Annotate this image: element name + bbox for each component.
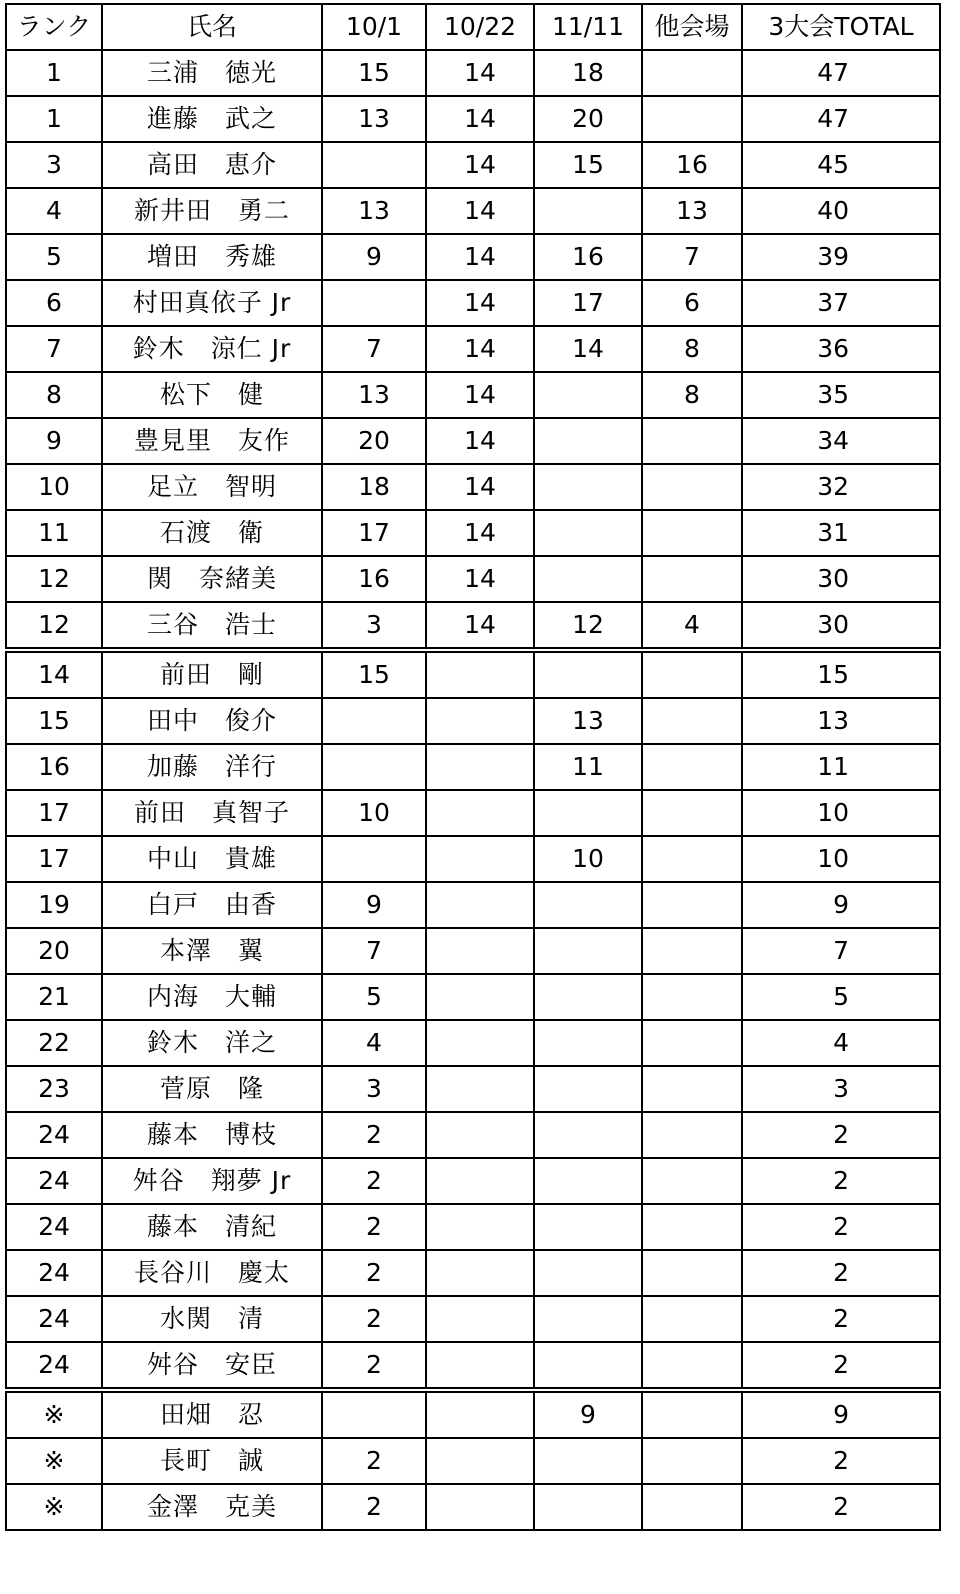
table-row — [6, 1484, 940, 1530]
table-row — [6, 698, 940, 744]
cell-name: 金澤 克美 — [102, 1484, 322, 1530]
cell-rank: 24 — [6, 1342, 102, 1390]
cell-round-2 — [426, 744, 534, 790]
header-total: 3大会TOTAL — [742, 4, 940, 50]
cell-other-venue — [642, 510, 742, 556]
cell-total: 2 — [742, 1112, 940, 1158]
cell-round-1: 13 — [322, 188, 426, 234]
cell-name: 田畑 忍 — [102, 1390, 322, 1438]
cell-round-2 — [426, 1296, 534, 1342]
cell-round-2 — [426, 1484, 534, 1530]
cell-other-venue — [642, 556, 742, 602]
cell-other-venue — [642, 928, 742, 974]
cell-rank: 15 — [6, 698, 102, 744]
cell-round-2 — [426, 1066, 534, 1112]
cell-rank: 4 — [6, 188, 102, 234]
cell-rank: 1 — [6, 50, 102, 96]
cell-name: 田中 俊介 — [102, 698, 322, 744]
cell-other-venue: 4 — [642, 602, 742, 650]
cell-round-3: 16 — [534, 234, 642, 280]
header-round-1: 10/1 — [322, 4, 426, 50]
cell-round-3: 13 — [534, 698, 642, 744]
cell-round-1: 2 — [322, 1484, 426, 1530]
cell-total: 15 — [742, 650, 940, 698]
table-row — [6, 928, 940, 974]
cell-round-3: 18 — [534, 50, 642, 96]
table-row — [6, 602, 940, 650]
cell-rank: 24 — [6, 1250, 102, 1296]
cell-name: 本澤 翼 — [102, 928, 322, 974]
cell-round-1: 7 — [322, 928, 426, 974]
cell-other-venue — [642, 418, 742, 464]
cell-total: 36 — [742, 326, 940, 372]
cell-name: 長町 誠 — [102, 1438, 322, 1484]
cell-rank: 10 — [6, 464, 102, 510]
table-row — [6, 372, 940, 418]
cell-round-1: 3 — [322, 602, 426, 650]
cell-name: 菅原 隆 — [102, 1066, 322, 1112]
cell-round-3 — [534, 650, 642, 698]
cell-round-3 — [534, 1204, 642, 1250]
cell-round-2: 14 — [426, 188, 534, 234]
header-round-3: 11/11 — [534, 4, 642, 50]
cell-name: 鈴木 洋之 — [102, 1020, 322, 1066]
cell-name: 加藤 洋行 — [102, 744, 322, 790]
cell-round-1: 17 — [322, 510, 426, 556]
cell-rank: 12 — [6, 602, 102, 650]
cell-round-1: 4 — [322, 1020, 426, 1066]
cell-round-2: 14 — [426, 326, 534, 372]
cell-total: 45 — [742, 142, 940, 188]
cell-round-1: 9 — [322, 882, 426, 928]
cell-round-2 — [426, 974, 534, 1020]
cell-rank: 9 — [6, 418, 102, 464]
cell-total: 11 — [742, 744, 940, 790]
cell-other-venue — [642, 1250, 742, 1296]
cell-rank: 3 — [6, 142, 102, 188]
cell-rank: 7 — [6, 326, 102, 372]
cell-total: 30 — [742, 556, 940, 602]
cell-other-venue — [642, 96, 742, 142]
cell-other-venue — [642, 464, 742, 510]
cell-name: 前田 剛 — [102, 650, 322, 698]
cell-other-venue — [642, 1438, 742, 1484]
cell-round-1: 15 — [322, 650, 426, 698]
cell-round-1 — [322, 698, 426, 744]
cell-other-venue — [642, 1112, 742, 1158]
cell-name: 新井田 勇二 — [102, 188, 322, 234]
cell-round-1: 2 — [322, 1438, 426, 1484]
cell-total: 35 — [742, 372, 940, 418]
cell-round-2: 14 — [426, 234, 534, 280]
cell-round-1: 2 — [322, 1342, 426, 1390]
cell-total: 30 — [742, 602, 940, 650]
cell-rank: 23 — [6, 1066, 102, 1112]
cell-rank: 1 — [6, 96, 102, 142]
cell-round-1: 2 — [322, 1158, 426, 1204]
cell-total: 10 — [742, 790, 940, 836]
table-row — [6, 50, 940, 96]
cell-other-venue — [642, 974, 742, 1020]
cell-total: 32 — [742, 464, 940, 510]
cell-round-2: 14 — [426, 142, 534, 188]
cell-round-2 — [426, 1204, 534, 1250]
cell-total: 2 — [742, 1296, 940, 1342]
cell-total: 47 — [742, 50, 940, 96]
table-row — [6, 1390, 940, 1438]
cell-rank: 11 — [6, 510, 102, 556]
table-row — [6, 1112, 940, 1158]
cell-round-3: 14 — [534, 326, 642, 372]
cell-rank: 24 — [6, 1296, 102, 1342]
header-row — [6, 4, 940, 50]
cell-rank: 12 — [6, 556, 102, 602]
cell-round-3: 11 — [534, 744, 642, 790]
cell-rank: ※ — [6, 1438, 102, 1484]
cell-other-venue — [642, 1020, 742, 1066]
cell-round-3 — [534, 372, 642, 418]
cell-round-3: 17 — [534, 280, 642, 326]
cell-other-venue: 8 — [642, 326, 742, 372]
table-row — [6, 790, 940, 836]
cell-name: 関 奈緒美 — [102, 556, 322, 602]
cell-other-venue: 6 — [642, 280, 742, 326]
cell-round-3 — [534, 790, 642, 836]
cell-round-3 — [534, 1438, 642, 1484]
table-row — [6, 882, 940, 928]
cell-total: 13 — [742, 698, 940, 744]
cell-round-3 — [534, 1020, 642, 1066]
cell-other-venue — [642, 790, 742, 836]
cell-name: 藤本 博枝 — [102, 1112, 322, 1158]
cell-round-1: 10 — [322, 790, 426, 836]
cell-round-1: 2 — [322, 1250, 426, 1296]
cell-round-3 — [534, 1158, 642, 1204]
cell-round-3 — [534, 1484, 642, 1530]
cell-round-2 — [426, 790, 534, 836]
cell-round-2: 14 — [426, 556, 534, 602]
cell-round-3 — [534, 1066, 642, 1112]
cell-round-3 — [534, 1342, 642, 1390]
cell-total: 40 — [742, 188, 940, 234]
cell-round-3: 12 — [534, 602, 642, 650]
cell-other-venue — [642, 1390, 742, 1438]
cell-round-2: 14 — [426, 280, 534, 326]
cell-name: 松下 健 — [102, 372, 322, 418]
cell-round-1 — [322, 1390, 426, 1438]
table-row — [6, 1296, 940, 1342]
cell-total: 2 — [742, 1438, 940, 1484]
cell-other-venue — [642, 836, 742, 882]
cell-name: 豊見里 友作 — [102, 418, 322, 464]
cell-other-venue: 7 — [642, 234, 742, 280]
cell-round-3 — [534, 882, 642, 928]
cell-round-1: 2 — [322, 1204, 426, 1250]
cell-name: 進藤 武之 — [102, 96, 322, 142]
cell-round-3 — [534, 556, 642, 602]
table-row — [6, 974, 940, 1020]
cell-round-3 — [534, 188, 642, 234]
cell-name: 前田 真智子 — [102, 790, 322, 836]
cell-round-1 — [322, 836, 426, 882]
cell-round-2 — [426, 1020, 534, 1066]
cell-round-1: 13 — [322, 96, 426, 142]
cell-rank: ※ — [6, 1484, 102, 1530]
cell-name: 舛谷 翔夢 Jr — [102, 1158, 322, 1204]
cell-total: 4 — [742, 1020, 940, 1066]
table-row — [6, 556, 940, 602]
cell-round-1: 5 — [322, 974, 426, 1020]
cell-total: 31 — [742, 510, 940, 556]
cell-other-venue — [642, 1158, 742, 1204]
cell-rank: 17 — [6, 836, 102, 882]
cell-total: 2 — [742, 1484, 940, 1530]
cell-other-venue — [642, 1066, 742, 1112]
cell-rank: 24 — [6, 1204, 102, 1250]
table-row — [6, 744, 940, 790]
cell-total: 47 — [742, 96, 940, 142]
cell-rank: 5 — [6, 234, 102, 280]
cell-round-3 — [534, 974, 642, 1020]
cell-name: 長谷川 慶太 — [102, 1250, 322, 1296]
cell-name: 中山 貴雄 — [102, 836, 322, 882]
cell-round-2 — [426, 836, 534, 882]
cell-round-3 — [534, 418, 642, 464]
table-row — [6, 464, 940, 510]
table-row — [6, 1066, 940, 1112]
cell-rank: ※ — [6, 1390, 102, 1438]
cell-rank: 24 — [6, 1112, 102, 1158]
cell-rank: 6 — [6, 280, 102, 326]
cell-rank: 14 — [6, 650, 102, 698]
cell-name: 三谷 浩士 — [102, 602, 322, 650]
cell-round-2: 14 — [426, 50, 534, 96]
cell-name: 水関 清 — [102, 1296, 322, 1342]
cell-round-3: 15 — [534, 142, 642, 188]
table-row — [6, 1020, 940, 1066]
cell-round-3 — [534, 464, 642, 510]
table-row — [6, 1342, 940, 1390]
cell-other-venue — [642, 1342, 742, 1390]
table-row — [6, 142, 940, 188]
cell-round-1: 2 — [322, 1296, 426, 1342]
cell-round-3 — [534, 1296, 642, 1342]
cell-total: 3 — [742, 1066, 940, 1112]
table-row — [6, 650, 940, 698]
table-row — [6, 1204, 940, 1250]
cell-rank: 24 — [6, 1158, 102, 1204]
cell-other-venue — [642, 50, 742, 96]
cell-name: 高田 恵介 — [102, 142, 322, 188]
header-round-2: 10/22 — [426, 4, 534, 50]
cell-round-2 — [426, 1342, 534, 1390]
cell-other-venue — [642, 744, 742, 790]
cell-round-2 — [426, 882, 534, 928]
cell-round-1: 16 — [322, 556, 426, 602]
cell-round-3 — [534, 1112, 642, 1158]
cell-round-2 — [426, 1250, 534, 1296]
cell-total: 37 — [742, 280, 940, 326]
cell-name: 三浦 徳光 — [102, 50, 322, 96]
cell-round-3 — [534, 1250, 642, 1296]
cell-total: 2 — [742, 1158, 940, 1204]
cell-round-1: 7 — [322, 326, 426, 372]
table-row — [6, 1250, 940, 1296]
cell-round-1 — [322, 280, 426, 326]
ranking-table — [5, 3, 941, 1531]
cell-other-venue — [642, 882, 742, 928]
cell-round-1: 18 — [322, 464, 426, 510]
cell-name: 舛谷 安臣 — [102, 1342, 322, 1390]
cell-total: 2 — [742, 1204, 940, 1250]
cell-name: 白戸 由香 — [102, 882, 322, 928]
cell-round-2 — [426, 928, 534, 974]
cell-round-2: 14 — [426, 372, 534, 418]
cell-name: 増田 秀雄 — [102, 234, 322, 280]
cell-rank: 22 — [6, 1020, 102, 1066]
cell-total: 2 — [742, 1342, 940, 1390]
cell-round-1: 15 — [322, 50, 426, 96]
cell-total: 2 — [742, 1250, 940, 1296]
cell-round-2 — [426, 1438, 534, 1484]
cell-name: 足立 智明 — [102, 464, 322, 510]
cell-round-2: 14 — [426, 602, 534, 650]
table-row — [6, 234, 940, 280]
cell-other-venue — [642, 1484, 742, 1530]
cell-other-venue: 13 — [642, 188, 742, 234]
cell-total: 5 — [742, 974, 940, 1020]
cell-rank: 16 — [6, 744, 102, 790]
cell-round-1: 13 — [322, 372, 426, 418]
cell-total: 9 — [742, 882, 940, 928]
cell-other-venue — [642, 650, 742, 698]
cell-rank: 8 — [6, 372, 102, 418]
header-other-venue: 他会場 — [642, 4, 742, 50]
cell-name: 石渡 衛 — [102, 510, 322, 556]
header-name: 氏名 — [102, 4, 322, 50]
cell-round-3 — [534, 510, 642, 556]
cell-round-2 — [426, 1112, 534, 1158]
cell-round-2: 14 — [426, 510, 534, 556]
cell-round-1 — [322, 744, 426, 790]
cell-round-2 — [426, 1390, 534, 1438]
cell-round-1 — [322, 142, 426, 188]
cell-other-venue: 8 — [642, 372, 742, 418]
cell-round-2: 14 — [426, 418, 534, 464]
cell-other-venue: 16 — [642, 142, 742, 188]
cell-total: 39 — [742, 234, 940, 280]
cell-name: 村田真依子 Jr — [102, 280, 322, 326]
cell-name: 藤本 清紀 — [102, 1204, 322, 1250]
table-row — [6, 188, 940, 234]
cell-round-2 — [426, 1158, 534, 1204]
cell-round-1: 3 — [322, 1066, 426, 1112]
cell-round-2 — [426, 650, 534, 698]
table-row — [6, 280, 940, 326]
cell-round-3: 10 — [534, 836, 642, 882]
cell-rank: 19 — [6, 882, 102, 928]
cell-round-1: 20 — [322, 418, 426, 464]
cell-total: 10 — [742, 836, 940, 882]
cell-round-3: 20 — [534, 96, 642, 142]
cell-rank: 21 — [6, 974, 102, 1020]
cell-round-2 — [426, 698, 534, 744]
cell-other-venue — [642, 1204, 742, 1250]
cell-total: 34 — [742, 418, 940, 464]
cell-round-1: 2 — [322, 1112, 426, 1158]
cell-total: 7 — [742, 928, 940, 974]
table-row — [6, 96, 940, 142]
cell-name: 内海 大輔 — [102, 974, 322, 1020]
table-row — [6, 418, 940, 464]
cell-other-venue — [642, 1296, 742, 1342]
cell-round-2: 14 — [426, 464, 534, 510]
cell-rank: 17 — [6, 790, 102, 836]
ranking-table-body — [6, 4, 940, 1530]
table-row — [6, 836, 940, 882]
table-row — [6, 326, 940, 372]
table-row — [6, 1158, 940, 1204]
cell-other-venue — [642, 698, 742, 744]
header-rank: ランク — [6, 4, 102, 50]
cell-rank: 20 — [6, 928, 102, 974]
cell-round-3 — [534, 928, 642, 974]
cell-round-1: 9 — [322, 234, 426, 280]
cell-name: 鈴木 涼仁 Jr — [102, 326, 322, 372]
table-row — [6, 510, 940, 556]
table-row — [6, 1438, 940, 1484]
cell-round-3: 9 — [534, 1390, 642, 1438]
cell-total: 9 — [742, 1390, 940, 1438]
cell-round-2: 14 — [426, 96, 534, 142]
